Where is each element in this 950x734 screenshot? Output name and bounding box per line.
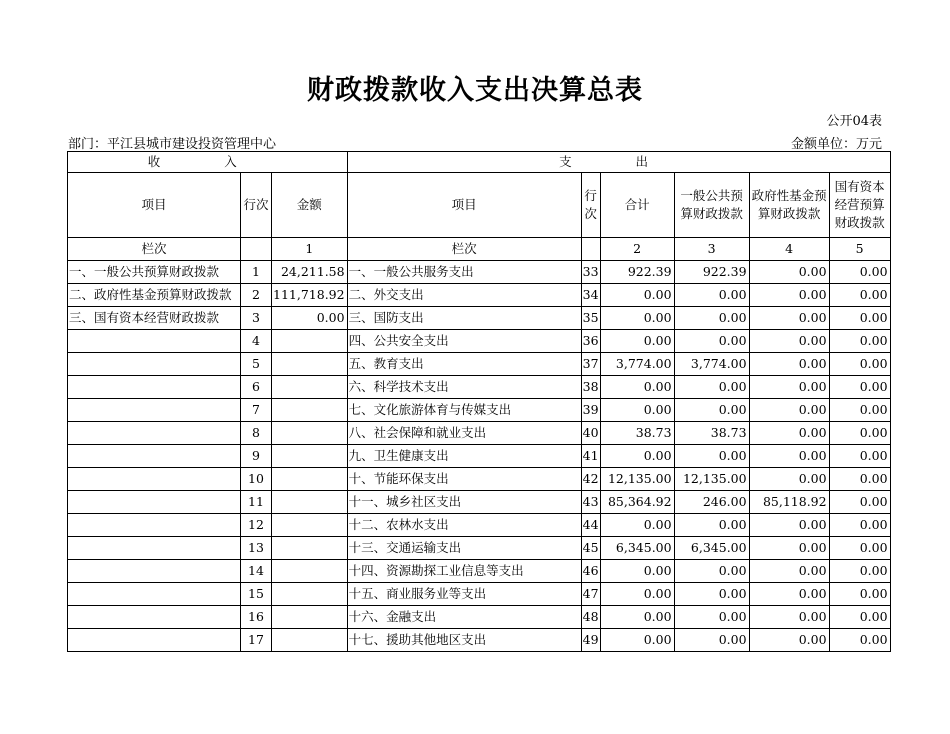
soe-budget-amount: 0.00 [829, 284, 890, 307]
soe-budget-amount: 0.00 [829, 606, 890, 629]
general-budget-amount: 0.00 [674, 583, 749, 606]
soe-budget-amount: 0.00 [829, 376, 890, 399]
soe-budget-amount: 0.00 [829, 353, 890, 376]
income-amount [272, 537, 348, 560]
total-amount: 0.00 [600, 629, 674, 652]
row-label-left: 栏次 [68, 238, 241, 261]
total-amount: 12,135.00 [600, 468, 674, 491]
col-header-item: 项目 [68, 173, 241, 238]
expense-item: 十三、交通运输支出 [347, 537, 581, 560]
income-item [68, 629, 241, 652]
income-line: 11 [241, 491, 272, 514]
column-number: 5 [829, 238, 890, 261]
table-row [68, 445, 891, 468]
general-budget-amount: 0.00 [674, 399, 749, 422]
income-item [68, 468, 241, 491]
income-amount [272, 399, 348, 422]
expense-line: 34 [581, 284, 600, 307]
department-label: 部门：平江县城市建设投资管理中心 [68, 137, 277, 152]
general-budget-amount: 0.00 [674, 606, 749, 629]
income-amount [272, 583, 348, 606]
income-amount: 24,211.58 [272, 261, 348, 284]
fund-budget-amount: 0.00 [749, 537, 829, 560]
table-row [68, 606, 891, 629]
income-amount [272, 330, 348, 353]
general-budget-amount: 12,135.00 [674, 468, 749, 491]
soe-budget-amount: 0.00 [829, 445, 890, 468]
soe-budget-amount: 0.00 [829, 261, 890, 284]
total-amount: 0.00 [600, 445, 674, 468]
soe-budget-amount: 0.00 [829, 560, 890, 583]
table-row [68, 353, 891, 376]
income-amount [272, 468, 348, 491]
expense-line: 39 [581, 399, 600, 422]
expense-item: 十二、农林水支出 [347, 514, 581, 537]
expense-line: 33 [581, 261, 600, 284]
total-amount: 0.00 [600, 330, 674, 353]
col-header-fund-budget: 政府性基金预算财政拨款 [749, 173, 829, 238]
general-budget-amount: 0.00 [674, 514, 749, 537]
expense-line: 44 [581, 514, 600, 537]
total-amount: 38.73 [600, 422, 674, 445]
income-line: 8 [241, 422, 272, 445]
table-row [68, 560, 891, 583]
general-budget-amount: 0.00 [674, 629, 749, 652]
income-line: 13 [241, 537, 272, 560]
income-item [68, 399, 241, 422]
general-budget-amount: 0.00 [674, 330, 749, 353]
general-budget-amount: 38.73 [674, 422, 749, 445]
table-row [68, 330, 891, 353]
fund-budget-amount: 0.00 [749, 468, 829, 491]
blank-cell [241, 238, 272, 261]
income-amount [272, 606, 348, 629]
fund-budget-amount: 0.00 [749, 353, 829, 376]
blank-cell [581, 238, 600, 261]
fund-budget-amount: 0.00 [749, 606, 829, 629]
income-amount [272, 629, 348, 652]
expense-item: 十、节能环保支出 [347, 468, 581, 491]
expense-line: 36 [581, 330, 600, 353]
expense-line: 43 [581, 491, 600, 514]
total-amount: 3,774.00 [600, 353, 674, 376]
expense-item: 十七、援助其他地区支出 [347, 629, 581, 652]
income-item [68, 537, 241, 560]
expense-item: 四、公共安全支出 [347, 330, 581, 353]
income-item [68, 583, 241, 606]
income-line: 17 [241, 629, 272, 652]
expense-line: 38 [581, 376, 600, 399]
expense-item: 五、教育支出 [347, 353, 581, 376]
table-row [68, 629, 891, 652]
soe-budget-amount: 0.00 [829, 514, 890, 537]
fund-budget-amount: 0.00 [749, 330, 829, 353]
income-item [68, 491, 241, 514]
expense-item: 十六、金融支出 [347, 606, 581, 629]
soe-budget-amount: 0.00 [829, 491, 890, 514]
income-line: 12 [241, 514, 272, 537]
soe-budget-amount: 0.00 [829, 537, 890, 560]
expense-line: 42 [581, 468, 600, 491]
soe-budget-amount: 0.00 [829, 629, 890, 652]
expense-line: 46 [581, 560, 600, 583]
col-header-expense-line: 行次 [581, 173, 600, 238]
income-item: 三、国有资本经营财政拨款 [68, 307, 241, 330]
expense-line: 48 [581, 606, 600, 629]
general-budget-amount: 246.00 [674, 491, 749, 514]
income-amount [272, 353, 348, 376]
expense-item: 十五、商业服务业等支出 [347, 583, 581, 606]
expense-line: 37 [581, 353, 600, 376]
income-section-header: 收 入 [68, 152, 348, 173]
income-line: 5 [241, 353, 272, 376]
general-budget-amount: 922.39 [674, 261, 749, 284]
soe-budget-amount: 0.00 [829, 468, 890, 491]
income-line: 6 [241, 376, 272, 399]
total-amount: 922.39 [600, 261, 674, 284]
column-number: 3 [674, 238, 749, 261]
table-row [68, 376, 891, 399]
expense-item: 一、一般公共服务支出 [347, 261, 581, 284]
expense-item: 十四、资源勘探工业信息等支出 [347, 560, 581, 583]
table-row [68, 261, 891, 284]
income-item [68, 376, 241, 399]
income-amount [272, 445, 348, 468]
table-row [68, 537, 891, 560]
income-line: 16 [241, 606, 272, 629]
col-header-expense-item: 项目 [347, 173, 581, 238]
general-budget-amount: 0.00 [674, 284, 749, 307]
total-amount: 0.00 [600, 514, 674, 537]
income-line: 9 [241, 445, 272, 468]
total-amount: 0.00 [600, 376, 674, 399]
general-budget-amount: 6,345.00 [674, 537, 749, 560]
fund-budget-amount: 0.00 [749, 284, 829, 307]
col-header-total: 合计 [600, 173, 674, 238]
total-amount: 85,364.92 [600, 491, 674, 514]
general-budget-amount: 0.00 [674, 445, 749, 468]
fund-budget-amount: 0.00 [749, 399, 829, 422]
general-budget-amount: 0.00 [674, 376, 749, 399]
income-amount [272, 560, 348, 583]
general-budget-amount: 0.00 [674, 560, 749, 583]
income-line: 14 [241, 560, 272, 583]
expense-line: 40 [581, 422, 600, 445]
income-item: 二、政府性基金预算财政拨款 [68, 284, 241, 307]
fund-budget-amount: 0.00 [749, 560, 829, 583]
table-row [68, 468, 891, 491]
expense-line: 47 [581, 583, 600, 606]
page-title: 财政拨款收入支出决算总表 [307, 75, 643, 106]
fund-budget-amount: 0.00 [749, 514, 829, 537]
soe-budget-amount: 0.00 [829, 399, 890, 422]
table-row [68, 583, 891, 606]
expense-line: 35 [581, 307, 600, 330]
expense-section-header: 支 出 [347, 152, 890, 173]
income-line: 15 [241, 583, 272, 606]
col-header-soe-budget: 国有资本经营预算财政拨款 [829, 173, 890, 238]
total-amount: 0.00 [600, 284, 674, 307]
income-amount [272, 491, 348, 514]
fund-budget-amount: 0.00 [749, 445, 829, 468]
row-label-right: 栏次 [347, 238, 581, 261]
table-row [68, 491, 891, 514]
total-amount: 0.00 [600, 560, 674, 583]
expense-item: 七、文化旅游体育与传媒支出 [347, 399, 581, 422]
table-row [68, 514, 891, 537]
column-number: 4 [749, 238, 829, 261]
income-line: 10 [241, 468, 272, 491]
income-amount [272, 422, 348, 445]
total-amount: 0.00 [600, 583, 674, 606]
table-row [68, 422, 891, 445]
income-item: 一、一般公共预算财政拨款 [68, 261, 241, 284]
soe-budget-amount: 0.00 [829, 422, 890, 445]
fund-budget-amount: 0.00 [749, 422, 829, 445]
column-number-row [68, 238, 891, 261]
fund-budget-amount: 0.00 [749, 629, 829, 652]
column-number: 2 [600, 238, 674, 261]
table-row [68, 307, 891, 330]
column-header-row [68, 173, 891, 238]
income-amount: 0.00 [272, 307, 348, 330]
fund-budget-amount: 0.00 [749, 307, 829, 330]
expense-item: 三、国防支出 [347, 307, 581, 330]
col-header-line: 行次 [241, 173, 272, 238]
income-item [68, 445, 241, 468]
expense-item: 八、社会保障和就业支出 [347, 422, 581, 445]
income-amount [272, 376, 348, 399]
fund-budget-amount: 0.00 [749, 376, 829, 399]
table-row [68, 399, 891, 422]
income-item [68, 330, 241, 353]
expense-item: 十一、城乡社区支出 [347, 491, 581, 514]
expense-line: 49 [581, 629, 600, 652]
income-line: 7 [241, 399, 272, 422]
income-item [68, 606, 241, 629]
total-amount: 0.00 [600, 307, 674, 330]
section-header-row [68, 152, 891, 173]
col-header-amount: 金额 [272, 173, 348, 238]
income-amount: 111,718.92 [272, 284, 348, 307]
income-line: 4 [241, 330, 272, 353]
fund-budget-amount: 0.00 [749, 261, 829, 284]
soe-budget-amount: 0.00 [829, 307, 890, 330]
total-amount: 0.00 [600, 606, 674, 629]
expense-item: 二、外交支出 [347, 284, 581, 307]
expense-item: 六、科学技术支出 [347, 376, 581, 399]
fund-budget-amount: 0.00 [749, 583, 829, 606]
expense-item: 九、卫生健康支出 [347, 445, 581, 468]
income-item [68, 560, 241, 583]
total-amount: 6,345.00 [600, 537, 674, 560]
general-budget-amount: 3,774.00 [674, 353, 749, 376]
col-header-general-budget: 一般公共预算财政拨款 [674, 173, 749, 238]
total-amount: 0.00 [600, 399, 674, 422]
form-number: 公开04表 [826, 114, 882, 129]
expense-line: 45 [581, 537, 600, 560]
soe-budget-amount: 0.00 [829, 583, 890, 606]
column-number: 1 [272, 238, 348, 261]
fund-budget-amount: 85,118.92 [749, 491, 829, 514]
income-line: 1 [241, 261, 272, 284]
budget-table [67, 151, 891, 652]
income-item [68, 514, 241, 537]
general-budget-amount: 0.00 [674, 307, 749, 330]
income-amount [272, 514, 348, 537]
table-row [68, 284, 891, 307]
income-line: 2 [241, 284, 272, 307]
income-line: 3 [241, 307, 272, 330]
soe-budget-amount: 0.00 [829, 330, 890, 353]
income-item [68, 422, 241, 445]
amount-unit-label: 金额单位：万元 [790, 137, 882, 152]
income-item [68, 353, 241, 376]
expense-line: 41 [581, 445, 600, 468]
